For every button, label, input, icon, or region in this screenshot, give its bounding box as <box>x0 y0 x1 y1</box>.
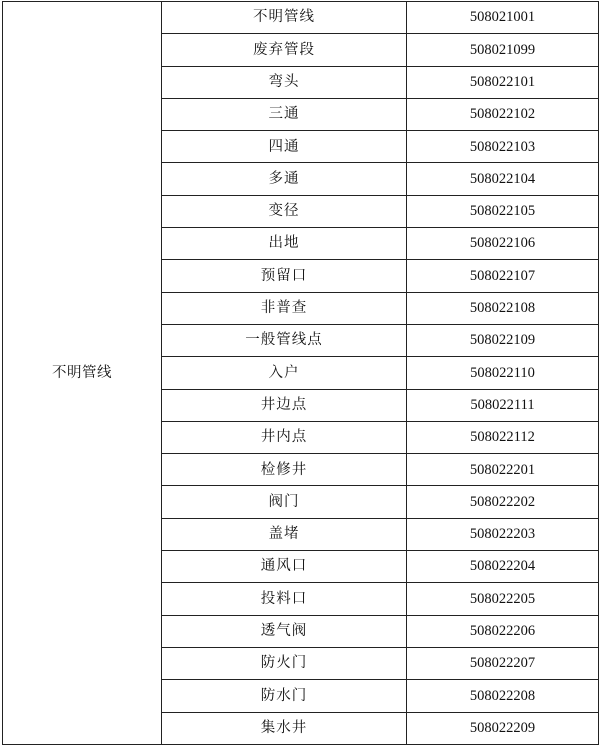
feature-name-cell: 一般管线点 <box>162 324 407 356</box>
feature-name-cell: 入户 <box>162 357 407 389</box>
feature-name-cell: 盖堵 <box>162 518 407 550</box>
feature-name-cell: 四通 <box>162 131 407 163</box>
feature-name-cell: 阀门 <box>162 486 407 518</box>
feature-code-cell: 508022112 <box>407 421 599 453</box>
table-row <box>3 2 599 34</box>
feature-code-cell: 508022202 <box>407 486 599 518</box>
feature-name-cell: 不明管线 <box>162 2 407 34</box>
feature-code-cell: 508022101 <box>407 66 599 98</box>
feature-name-cell: 废弃管段 <box>162 34 407 66</box>
feature-code-cell: 508022205 <box>407 583 599 615</box>
feature-name-cell: 检修井 <box>162 454 407 486</box>
feature-code-cell: 508022204 <box>407 551 599 583</box>
feature-code-cell: 508021099 <box>407 34 599 66</box>
feature-name-cell: 集水井 <box>162 712 407 744</box>
feature-name-cell: 三通 <box>162 98 407 130</box>
feature-name-cell: 非普查 <box>162 292 407 324</box>
feature-code-cell: 508022201 <box>407 454 599 486</box>
feature-code-cell: 508021001 <box>407 2 599 34</box>
feature-code-cell: 508022111 <box>407 389 599 421</box>
feature-code-cell: 508022206 <box>407 615 599 647</box>
feature-code-cell: 508022109 <box>407 324 599 356</box>
feature-name-cell: 出地 <box>162 228 407 260</box>
feature-name-cell: 防火门 <box>162 647 407 679</box>
feature-name-cell: 预留口 <box>162 260 407 292</box>
feature-code-cell: 508022203 <box>407 518 599 550</box>
feature-name-cell: 透气阀 <box>162 615 407 647</box>
feature-code-cell: 508022207 <box>407 647 599 679</box>
feature-code-cell: 508022208 <box>407 680 599 712</box>
feature-name-cell: 多通 <box>162 163 407 195</box>
feature-name-cell: 弯头 <box>162 66 407 98</box>
feature-name-cell: 防水门 <box>162 680 407 712</box>
feature-name-cell: 通风口 <box>162 551 407 583</box>
pipeline-code-table <box>2 1 599 745</box>
feature-code-cell: 508022102 <box>407 98 599 130</box>
feature-code-cell: 508022106 <box>407 228 599 260</box>
feature-name-cell: 投料口 <box>162 583 407 615</box>
feature-name-cell: 井边点 <box>162 389 407 421</box>
category-cell: 不明管线 <box>3 2 162 745</box>
feature-code-cell: 508022108 <box>407 292 599 324</box>
feature-code-cell: 508022110 <box>407 357 599 389</box>
feature-code-cell: 508022209 <box>407 712 599 744</box>
feature-name-cell: 变径 <box>162 195 407 227</box>
feature-code-cell: 508022105 <box>407 195 599 227</box>
feature-code-cell: 508022103 <box>407 131 599 163</box>
feature-code-cell: 508022104 <box>407 163 599 195</box>
feature-name-cell: 井内点 <box>162 421 407 453</box>
table-body <box>3 2 599 745</box>
feature-code-cell: 508022107 <box>407 260 599 292</box>
